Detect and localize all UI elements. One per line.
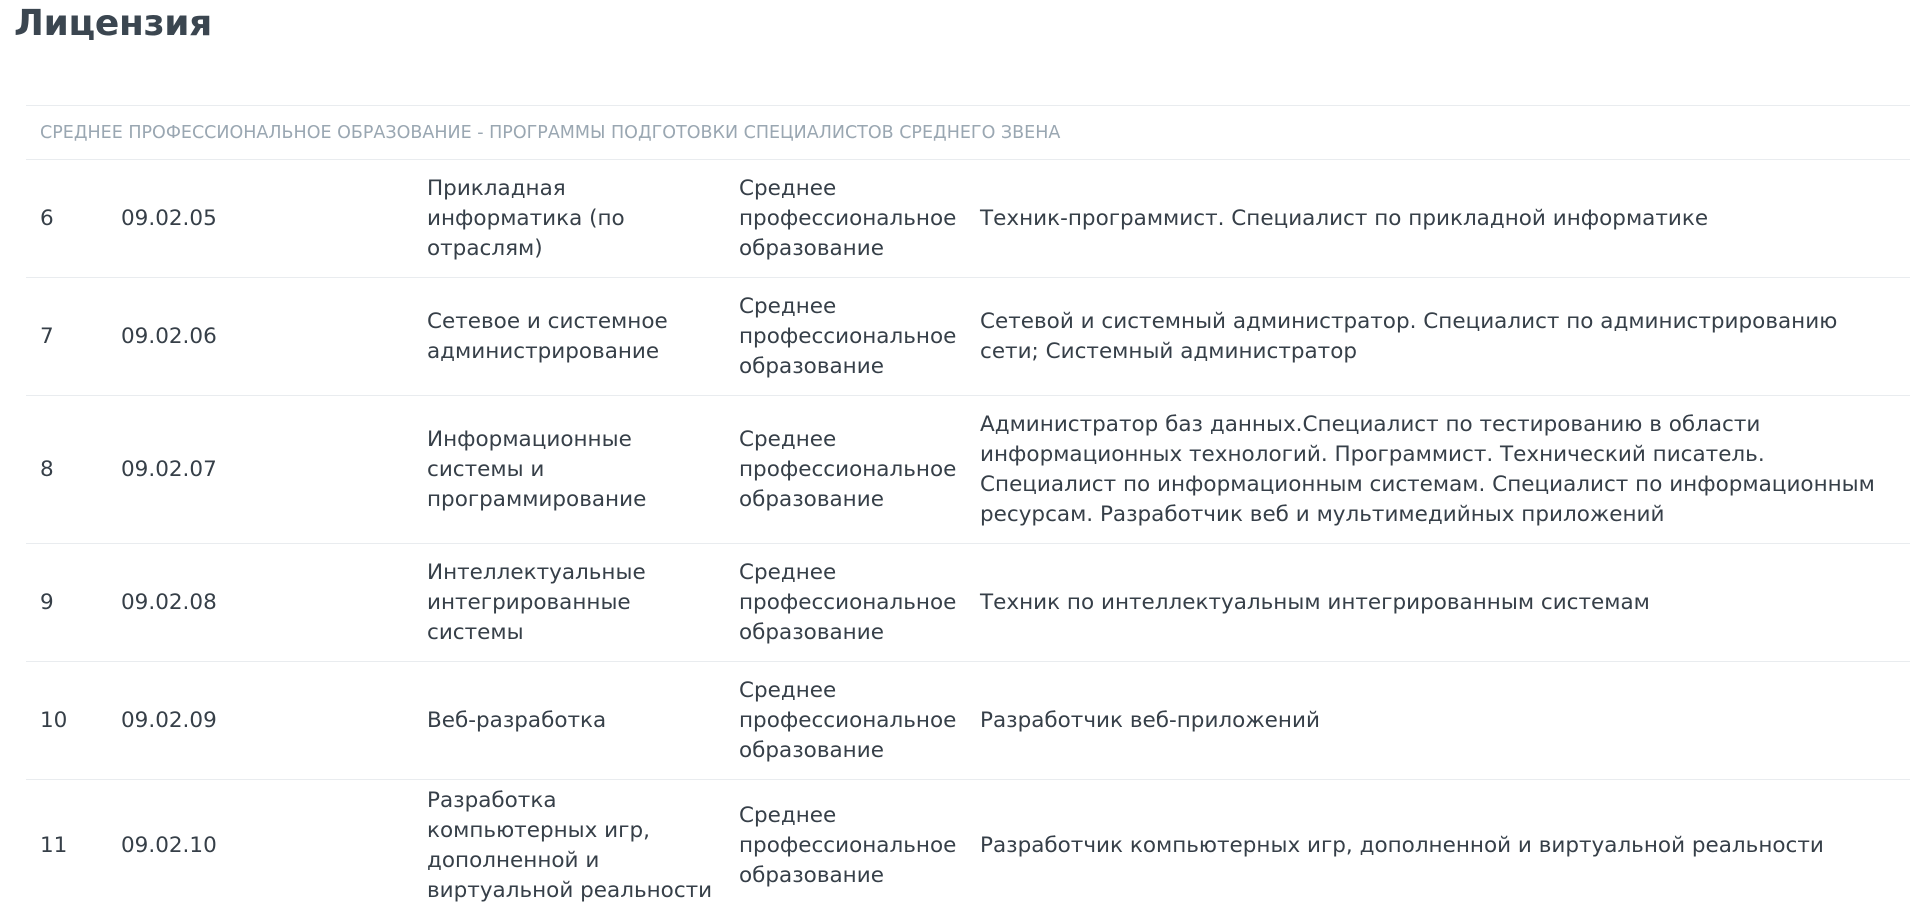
table-row bbox=[26, 662, 1910, 780]
specialty-code: 09.02.08 bbox=[121, 544, 427, 662]
education-level: Среднее профессиональное образование bbox=[739, 160, 980, 278]
row-number: 7 bbox=[26, 278, 121, 396]
specialty-code: 09.02.06 bbox=[121, 278, 427, 396]
qualification: Техник по интеллектуальным интегрированным системам bbox=[980, 544, 1910, 662]
specialty-code: 09.02.09 bbox=[121, 662, 427, 780]
specialty-code: 09.02.07 bbox=[121, 396, 427, 544]
education-level: Среднее профессиональное образование bbox=[739, 396, 980, 544]
education-level: Среднее профессиональное образование bbox=[739, 544, 980, 662]
table-row bbox=[26, 780, 1910, 912]
specialty-code: 09.02.05 bbox=[121, 160, 427, 278]
table-row bbox=[26, 396, 1910, 544]
qualification: Администратор баз данных.Специалист по тестированию в области информационных технологий. Программист. Технический писатель. Специалист по информационным системам. Специалист по информационным ресурсам. Разработчик веб и мультимедийных приложений bbox=[980, 396, 1910, 544]
page-title: Лицензия bbox=[14, 3, 212, 44]
specialty-name: Информационные системы и программирование bbox=[427, 396, 739, 544]
row-number: 11 bbox=[26, 780, 121, 912]
row-number: 10 bbox=[26, 662, 121, 780]
table-row bbox=[26, 278, 1910, 396]
table-row bbox=[26, 160, 1910, 278]
qualification: Разработчик компьютерных игр, дополненной и виртуальной реальности bbox=[980, 780, 1910, 912]
specialty-name: Разработка компьютерных игр, дополненной и виртуальной реальности bbox=[427, 780, 739, 912]
qualification: Разработчик веб-приложений bbox=[980, 662, 1910, 780]
specialty-name: Прикладная информатика (по отраслям) bbox=[427, 160, 739, 278]
section-title: СРЕДНЕЕ ПРОФЕССИОНАЛЬНОЕ ОБРАЗОВАНИЕ - ПРОГРАММЫ ПОДГОТОВКИ СПЕЦИАЛИСТОВ СРЕДНЕГО ЗВЕНА bbox=[26, 106, 1910, 160]
license-table bbox=[26, 105, 1910, 912]
education-level: Среднее профессиональное образование bbox=[739, 780, 980, 912]
section-header-row bbox=[26, 106, 1910, 160]
education-level: Среднее профессиональное образование bbox=[739, 662, 980, 780]
row-number: 8 bbox=[26, 396, 121, 544]
specialty-name: Веб-разработка bbox=[427, 662, 739, 780]
row-number: 9 bbox=[26, 544, 121, 662]
specialty-name: Сетевое и системное администрирование bbox=[427, 278, 739, 396]
table-row bbox=[26, 544, 1910, 662]
qualification: Техник-программист. Специалист по прикладной информатике bbox=[980, 160, 1910, 278]
education-level: Среднее профессиональное образование bbox=[739, 278, 980, 396]
specialty-code: 09.02.10 bbox=[121, 780, 427, 912]
specialty-name: Интеллектуальные интегрированные системы bbox=[427, 544, 739, 662]
qualification: Сетевой и системный администратор. Специалист по администрированию сети; Системный администратор bbox=[980, 278, 1910, 396]
row-number: 6 bbox=[26, 160, 121, 278]
